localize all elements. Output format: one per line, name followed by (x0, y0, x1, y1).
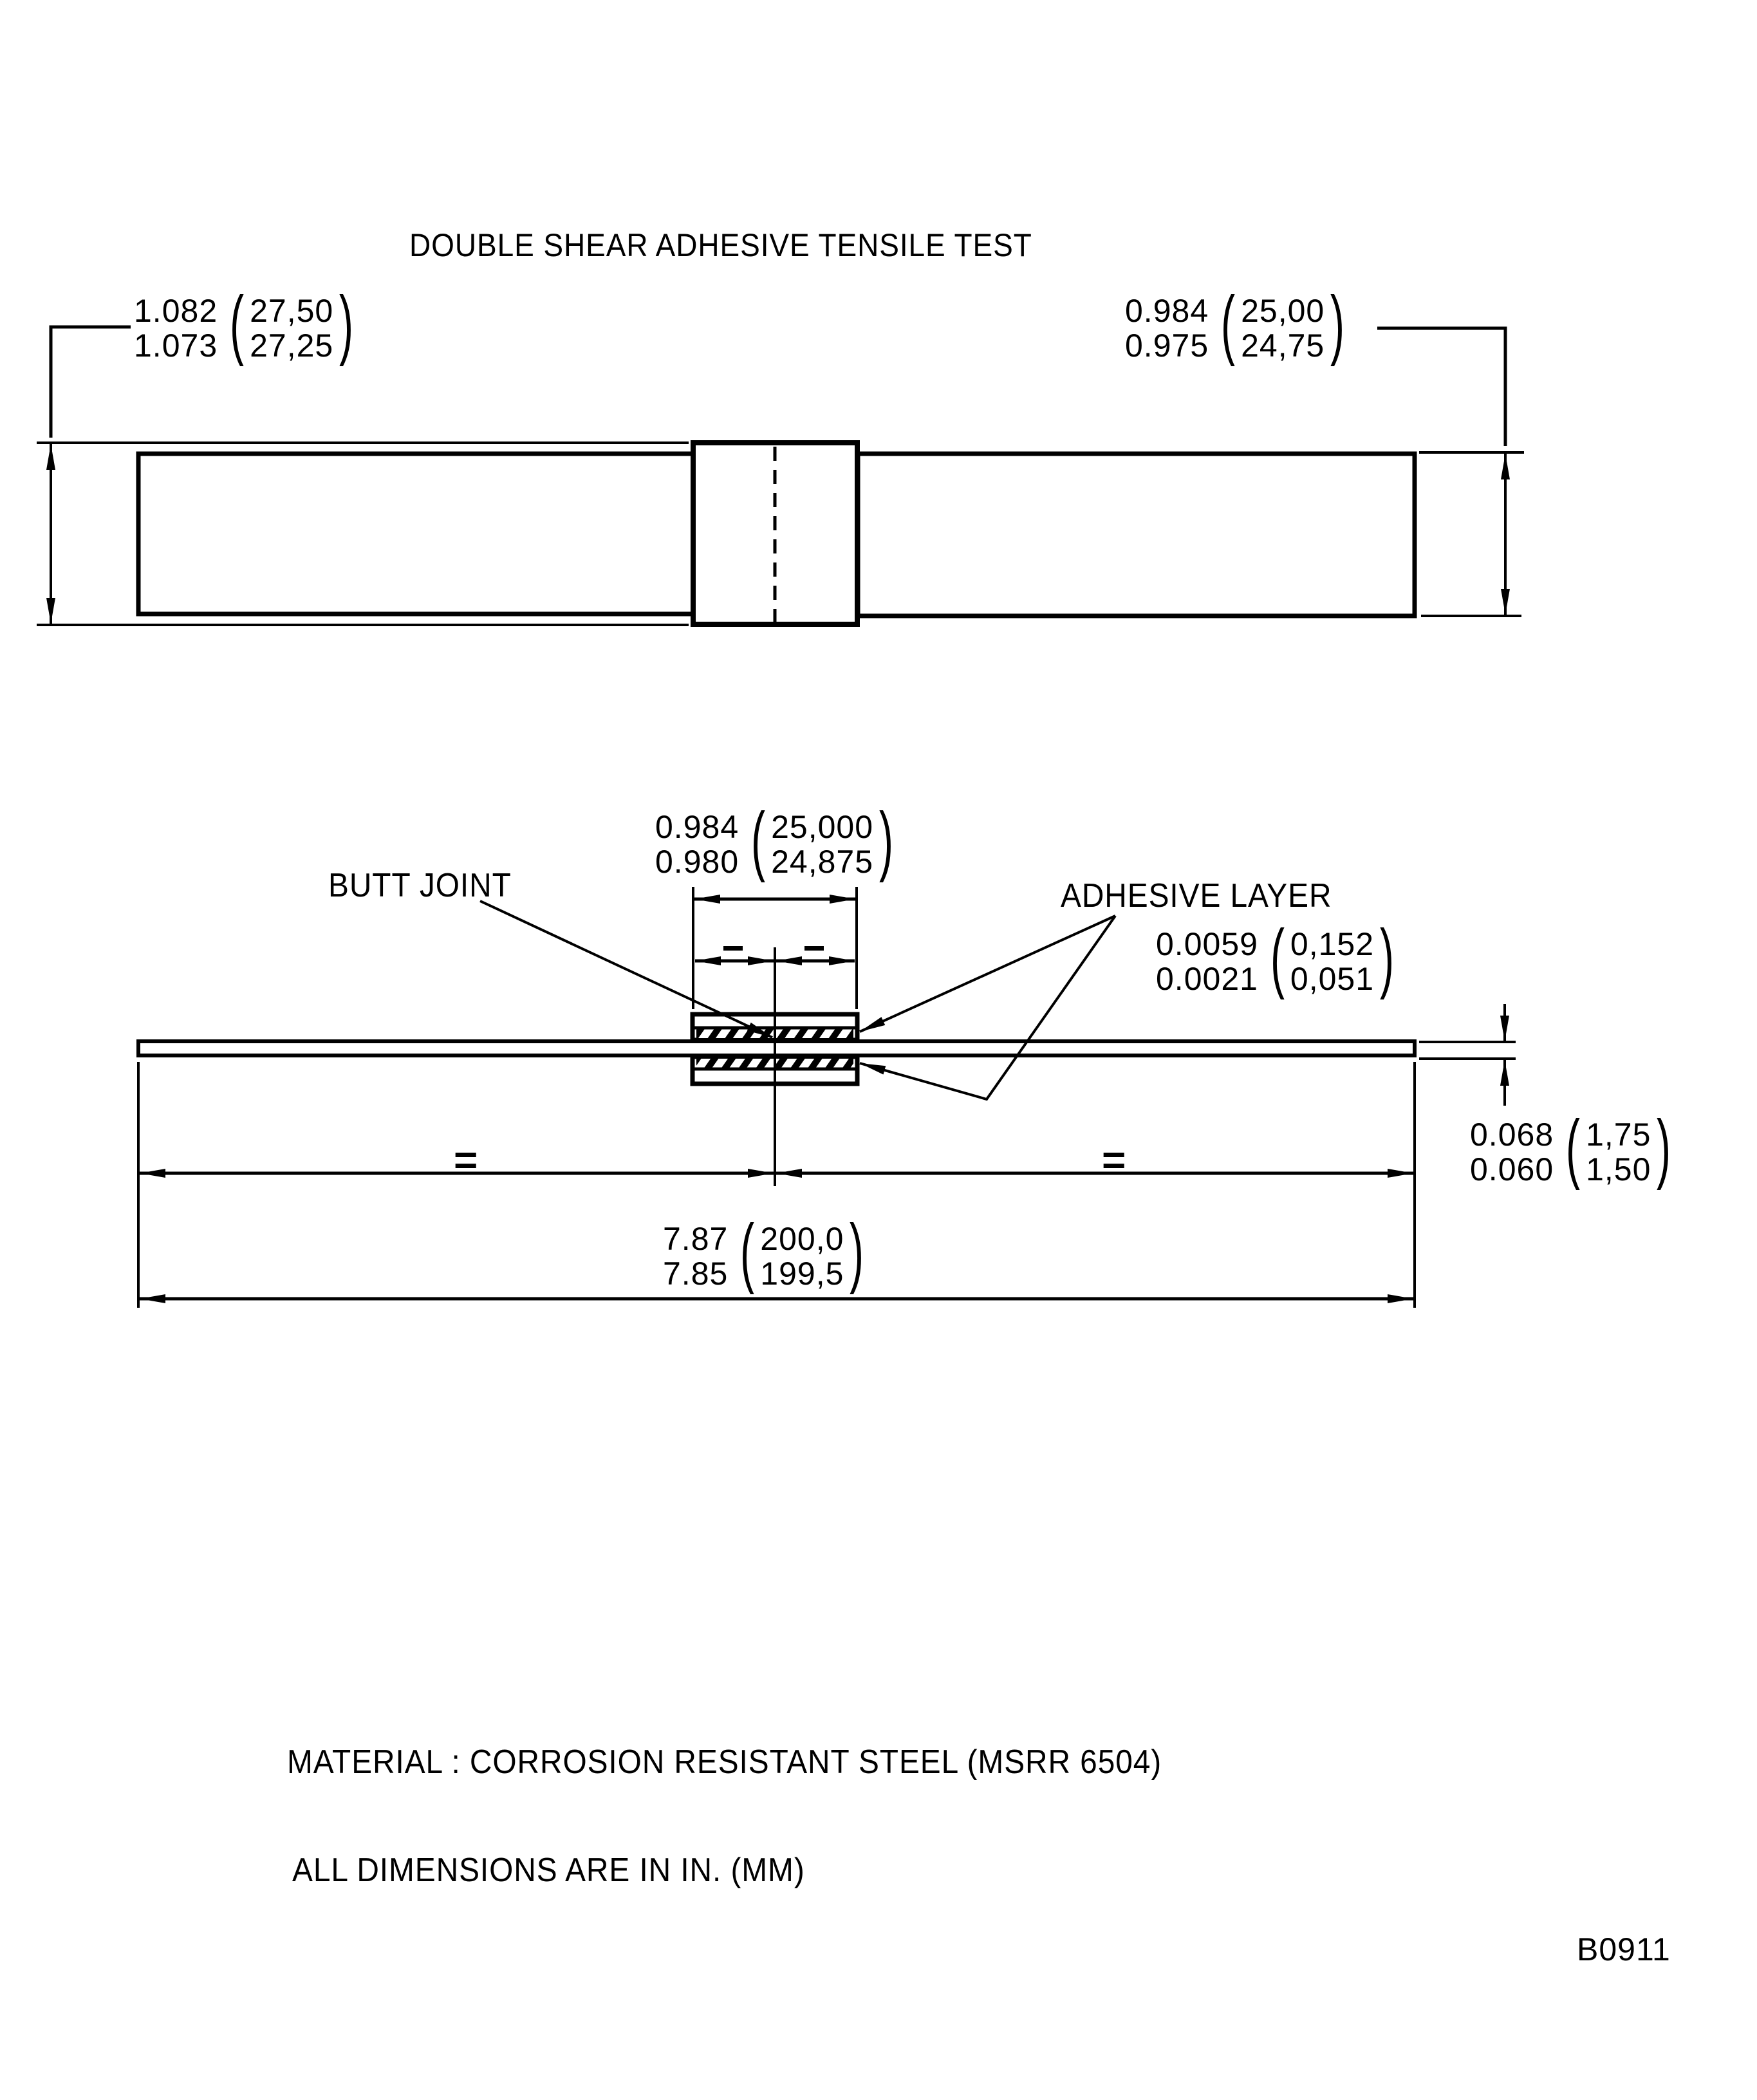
dim-mm-min: 27,25 (250, 328, 334, 364)
dim-mm-min: 199,5 (760, 1256, 844, 1292)
right-strip (858, 454, 1415, 616)
dim-in-max: 0.984 (655, 809, 739, 845)
open-paren: ( (740, 1209, 755, 1295)
equal-symbol-right: = (1102, 1137, 1127, 1183)
material-note: MATERIAL : CORROSION RESISTANT STEEL (MSRR 6504) (287, 1743, 1162, 1781)
left-strip (138, 454, 693, 614)
equal-mark (804, 946, 824, 951)
adhesive-leader (860, 916, 1115, 1099)
close-paren: ) (339, 281, 354, 367)
close-paren: ) (1380, 914, 1395, 1000)
drawing-title: DOUBLE SHEAR ADHESIVE TENSILE TEST (409, 227, 1032, 263)
dim-in-min: 7.85 (663, 1256, 729, 1292)
open-paren: ( (230, 281, 245, 367)
dim-in-max: 0.068 (1470, 1117, 1554, 1153)
dim-mm-min: 1,50 (1586, 1151, 1651, 1187)
adhesive-thickness-dimension (1156, 914, 1400, 1000)
figure-id: B0911 (1577, 1931, 1671, 1967)
dim-in-min: 1.073 (134, 328, 218, 364)
leader-line (51, 327, 131, 438)
open-paren: ( (1221, 281, 1236, 367)
specimen-strip (138, 1041, 1415, 1055)
dim-mm-min: 0,051 (1290, 961, 1375, 997)
dim-mm-min: 24,75 (1241, 328, 1325, 364)
width-dimension-right (1125, 281, 1350, 367)
butt-joint-label: BUTT JOINT (328, 867, 512, 904)
dim-mm-max: 1,75 (1586, 1117, 1651, 1153)
width-dimension-left (134, 281, 359, 367)
butt-joint-leader (480, 901, 772, 1037)
units-note: ALL DIMENSIONS ARE IN IN. (MM) (292, 1852, 805, 1889)
overlap-dimension (655, 797, 899, 883)
equal-symbol-left: = (454, 1137, 479, 1183)
open-paren: ( (1270, 914, 1285, 1000)
dim-in-min: 0.060 (1470, 1151, 1554, 1187)
dim-in-min: 0.980 (655, 844, 739, 880)
dim-in-max: 0.0059 (1156, 926, 1258, 962)
dim-mm-max: 27,50 (250, 293, 334, 329)
dim-in-min: 0.0021 (1156, 961, 1258, 997)
close-paren: ) (879, 797, 894, 883)
adhesive-leader (860, 916, 1115, 1032)
dim-mm-max: 200,0 (760, 1221, 844, 1257)
overall-length-dimension (663, 1209, 869, 1295)
plan-view (37, 327, 1524, 625)
open-paren: ( (1566, 1104, 1581, 1191)
dim-in-max: 7.87 (663, 1221, 729, 1257)
dim-mm-min: 24,875 (771, 844, 874, 880)
close-paren: ) (1657, 1104, 1671, 1191)
dim-mm-max: 0,152 (1290, 926, 1375, 962)
equal-mark (723, 946, 743, 951)
dim-mm-max: 25,000 (771, 809, 874, 845)
leader-line (1377, 328, 1505, 446)
open-paren: ( (751, 797, 766, 883)
dim-in-max: 1.082 (134, 293, 218, 329)
close-paren: ) (850, 1209, 864, 1295)
dim-in-min: 0.975 (1125, 328, 1209, 364)
close-paren: ) (1330, 281, 1345, 367)
strip-thickness-dimension (1470, 1104, 1677, 1191)
dim-mm-max: 25,00 (1241, 293, 1325, 329)
adhesive-layer-label: ADHESIVE LAYER (1061, 877, 1332, 915)
dim-in-max: 0.984 (1125, 293, 1209, 329)
